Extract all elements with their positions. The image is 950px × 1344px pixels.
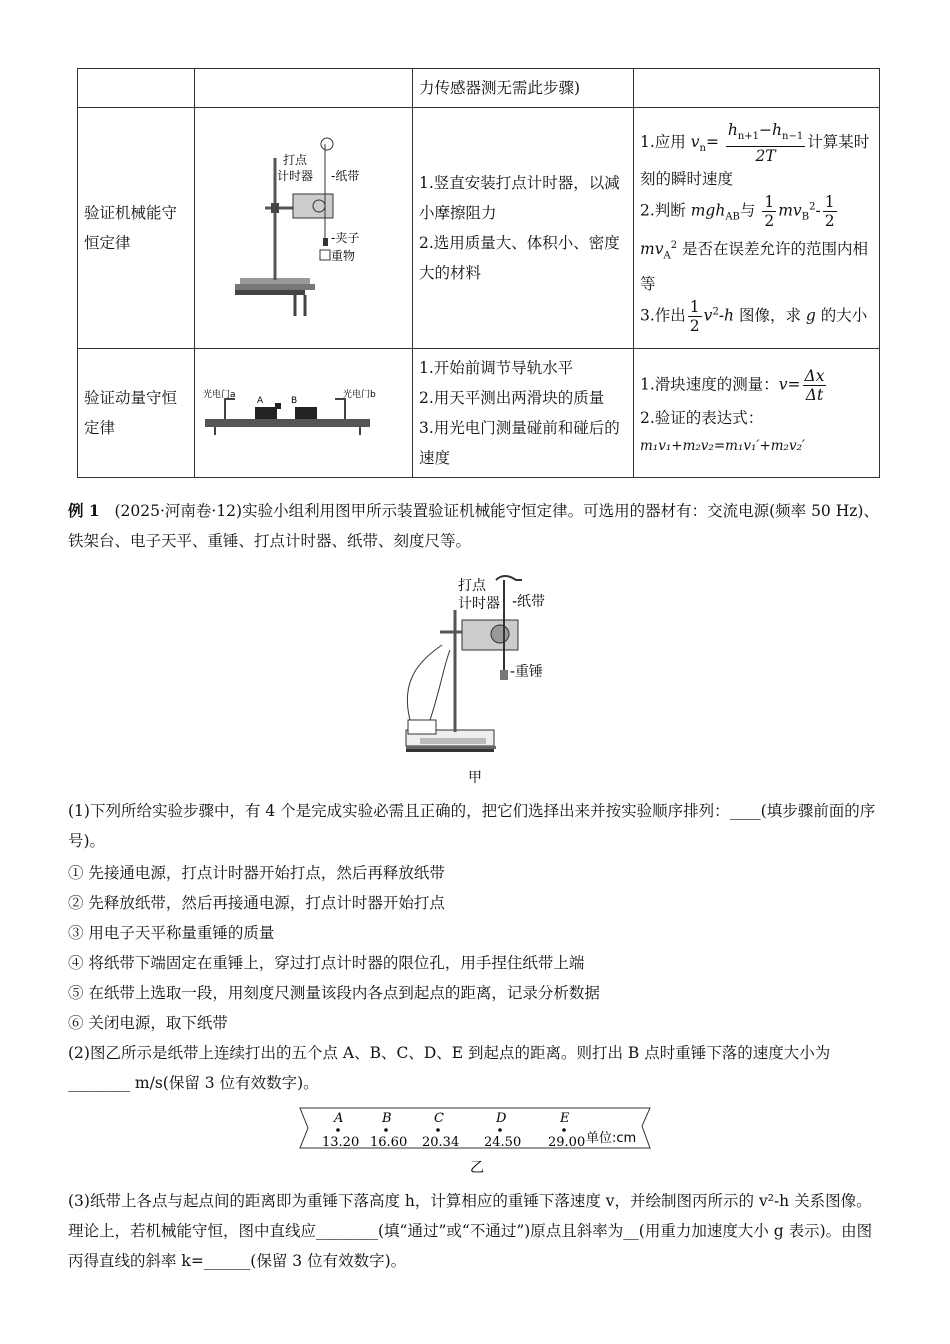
figure-cell xyxy=(195,108,413,349)
velocity-formula: $\frac{h_{n+1}-h_{n-1}}{2T}$ xyxy=(727,121,804,166)
step-4: ④ 将纸带下端固定在重锤上，穿过打点计时器的限位孔，用手捏住纸带上端 xyxy=(68,954,585,972)
table-cell xyxy=(634,69,880,108)
note-item: 2.用天平测出两滑块的质量 xyxy=(419,389,605,407)
svg-text:-纸带: -纸带 xyxy=(331,169,360,183)
svg-text:-重锤: -重锤 xyxy=(510,664,544,680)
table-row xyxy=(78,108,880,349)
tape-dot xyxy=(436,1128,440,1132)
figure-jia xyxy=(400,570,600,790)
svg-text:B: B xyxy=(291,396,298,406)
svg-text:打点: 打点 xyxy=(283,153,308,167)
step-1: ① 先接通电源，打点计时器开始打点，然后再释放纸带 xyxy=(68,864,445,882)
table-cell xyxy=(413,69,634,108)
step-2: ② 先释放纸带，然后再接通电源，打点计时器开始打点 xyxy=(68,894,445,912)
table-cell xyxy=(195,69,413,108)
cell-text: 力传感器测无需此步骤) xyxy=(419,79,581,97)
tape-dot xyxy=(562,1128,566,1132)
figure-cell xyxy=(195,349,413,478)
table-row xyxy=(78,349,880,478)
svg-text:-夹子: -夹子 xyxy=(331,231,360,245)
experiment-name xyxy=(78,349,195,478)
experiment-table xyxy=(77,68,880,478)
method-2: 2.判断 mgh$_{AB}$与 $\frac{1}{2}$ $mv_B^2-$ $\frac{1}{2}$ $mv_A^2$ 是否在误差允许的范围内相等 xyxy=(640,193,869,293)
note-item: 2.选用质量大、体积小、密度大的材料 xyxy=(419,234,620,282)
method-cell xyxy=(634,349,880,478)
method-1: 1.滑块速度的测量：v= $\frac{\Delta x}{\Delta t}$ xyxy=(640,366,825,404)
experiment-name xyxy=(78,108,195,349)
air-track-figure xyxy=(195,363,395,453)
example-label: 例 1 xyxy=(68,501,100,520)
tape-point-label: C xyxy=(434,1111,444,1126)
svg-text:A: A xyxy=(257,396,264,406)
figure-caption: 甲 xyxy=(468,770,482,786)
question-3: (3)纸带上各点与起点间的距离即为重锤下落高度 h，计算相应的重锤下落速度 v，并绘制图丙所示的 v²-h 关系图像。理论上，若机械能守恒，图中直线应________(填“通过”或“不通过”)原点且斜率为__(用重力加速度大小 g 表示)。由图丙得直线的斜率 k=______(保留 3 位有效数字)。 xyxy=(68,1192,873,1270)
note-item: 3.用光电门测量碰前和碰后的速度 xyxy=(419,419,620,467)
question-2: (2)图乙所示是纸带上连续打出的五个点 A、B、C、D、E 到起点的距离。则打出 B 点时重锤下落的速度大小为________ m/s(保留 3 位有效数字)。 xyxy=(68,1044,831,1092)
tape-point-value: 24.50 xyxy=(484,1135,522,1150)
notes-cell xyxy=(413,349,634,478)
note-item: 1.开始前调节导轨水平 xyxy=(419,359,574,377)
tape-point-value: 16.60 xyxy=(370,1135,408,1150)
svg-text:计时器: 计时器 xyxy=(458,596,500,612)
method-cell xyxy=(634,108,880,349)
timer-apparatus-figure xyxy=(195,108,395,338)
figure-yi-tape xyxy=(290,1104,660,1176)
svg-text:-纸带: -纸带 xyxy=(512,594,546,610)
svg-text:光电门a: 光电门a xyxy=(203,390,236,400)
example-paragraph xyxy=(68,496,882,556)
tape-point-label: B xyxy=(382,1111,392,1126)
momentum-formula: m₁v₁+m₂v₂=m₁v₁′+m₂v₂′ xyxy=(640,437,806,454)
method-1: 1.应用 $v_n=$ $\frac{h_{n+1}-h_{n-1}}{2T}$ 计算某时刻的瞬时速度 xyxy=(640,121,870,189)
experiment-name-text: 验证机械能守恒定律 xyxy=(84,204,178,252)
table-row xyxy=(78,69,880,108)
svg-text:计时器: 计时器 xyxy=(277,169,314,183)
tape-point-label: D xyxy=(496,1111,507,1126)
step-6: ⑥ 关闭电源，取下纸带 xyxy=(68,1014,228,1032)
tape-point-label: A xyxy=(334,1111,344,1126)
table-cell xyxy=(78,69,195,108)
step-3: ③ 用电子天平称量重锤的质量 xyxy=(68,924,275,942)
step-5: ⑤ 在纸带上选取一段，用刻度尺测量该段内各点到起点的距离，记录分析数据 xyxy=(68,984,600,1002)
tape-dot xyxy=(498,1128,502,1132)
question-1: (1)下列所给实验步骤中，有 4 个是完成实验必需且正确的，把它们选择出来并按实验顺序排列：____(填步骤前面的序号)。 xyxy=(68,802,876,850)
experiment-name-text: 验证动量守恒定律 xyxy=(84,389,178,437)
svg-text:重物: 重物 xyxy=(331,249,356,263)
tape-dot xyxy=(336,1128,340,1132)
svg-text:打点: 打点 xyxy=(458,578,486,594)
svg-text:光电门b: 光电门b xyxy=(343,390,376,400)
example-text: (2025·河南卷·12)实验小组利用图甲所示装置验证机械能守恒定律。可选用的器材有：交流电源(频率 50 Hz)、铁架台、电子天平、重锤、打点计时器、纸带、刻度尺等。 xyxy=(68,502,879,550)
tape-point-label: E xyxy=(560,1111,570,1126)
tape-point-value: 20.34 xyxy=(422,1135,460,1150)
tape-point-value: 13.20 xyxy=(322,1135,360,1150)
note-item: 1.竖直安装打点计时器，以减小摩擦阻力 xyxy=(419,174,620,222)
notes-cell xyxy=(413,108,634,349)
tape-caption: 乙 xyxy=(470,1160,484,1176)
method-3: 3.作出 $\frac{1}{2}$ $v^2-h$ 图像，求 g 的大小 xyxy=(640,297,868,335)
method-2: 2.验证的表达式： xyxy=(640,408,764,427)
tape-point-value: 29.00 xyxy=(548,1135,586,1150)
tape-unit: 单位:cm xyxy=(586,1131,637,1146)
tape-dot xyxy=(384,1128,388,1132)
